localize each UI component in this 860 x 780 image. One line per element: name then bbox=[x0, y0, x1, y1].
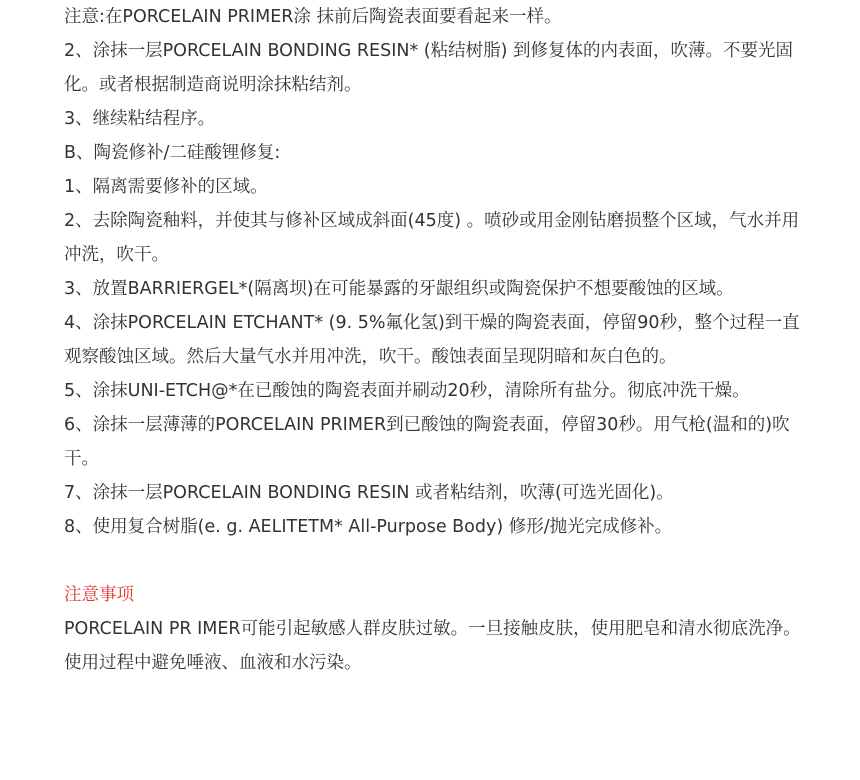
step-b7: 7、涂抹一层PORCELAIN BONDING RESIN 或者粘结剂，吹薄(可选光固化)。 bbox=[64, 483, 674, 503]
step-b8: 8、使用复合树脂(e. g. AELITETM* All-Purpose Body) 修形/抛光完成修补。 bbox=[64, 517, 673, 537]
instructions-document bbox=[64, 0, 804, 680]
step-a3: 3、继续粘结程序。 bbox=[64, 109, 216, 129]
note-line: 注意:在PORCELAIN PRIMER涂 抹前后陶瓷表面要看起来一样。 bbox=[64, 7, 562, 27]
caution-heading: 注意事项 bbox=[64, 585, 134, 605]
step-b5: 5、涂抹UNI-ETCH@*在已酸蚀的陶瓷表面并刷动20秒，清除所有盐分。彻底冲洗干燥。 bbox=[64, 381, 750, 401]
section-spacer bbox=[64, 544, 804, 578]
step-a2: 2、涂抹一层PORCELAIN BONDING RESIN* (粘结树脂) 到修复体的内表面，吹薄。不要光固化。或者根据制造商说明涂抹粘结剂。 bbox=[64, 41, 793, 95]
step-b2: 2、去除陶瓷釉料，并使其与修补区域成斜面(45度) 。喷砂或用金刚钻磨损整个区域，气水并用冲洗，吹干。 bbox=[64, 211, 800, 265]
step-b1: 1、隔离需要修补的区域。 bbox=[64, 177, 268, 197]
step-b6: 6、涂抹一层薄薄的PORCELAIN PRIMER到已酸蚀的陶瓷表面，停留30秒。用气枪(温和的)吹干。 bbox=[64, 415, 790, 469]
step-b3: 3、放置BARRIERGEL*(隔离坝)在可能暴露的牙龈组织或陶瓷保护不想要酸蚀的区域。 bbox=[64, 279, 734, 299]
caution-text: PORCELAIN PR IMER可能引起敏感人群皮肤过敏。一旦接触皮肤，使用肥皂和清水彻底洗净。使用过程中避免唾液、血液和水污染。 bbox=[64, 619, 801, 673]
step-b4: 4、涂抹PORCELAIN ETCHANT* (9. 5%氟化氢)到干燥的陶瓷表面，停留90秒，整个过程一直观察酸蚀区域。然后大量气水并用冲洗，吹干。酸蚀表面呈现阴暗和灰白色的。 bbox=[64, 313, 800, 367]
section-b-heading: B、陶瓷修补/二硅酸锂修复: bbox=[64, 143, 281, 163]
